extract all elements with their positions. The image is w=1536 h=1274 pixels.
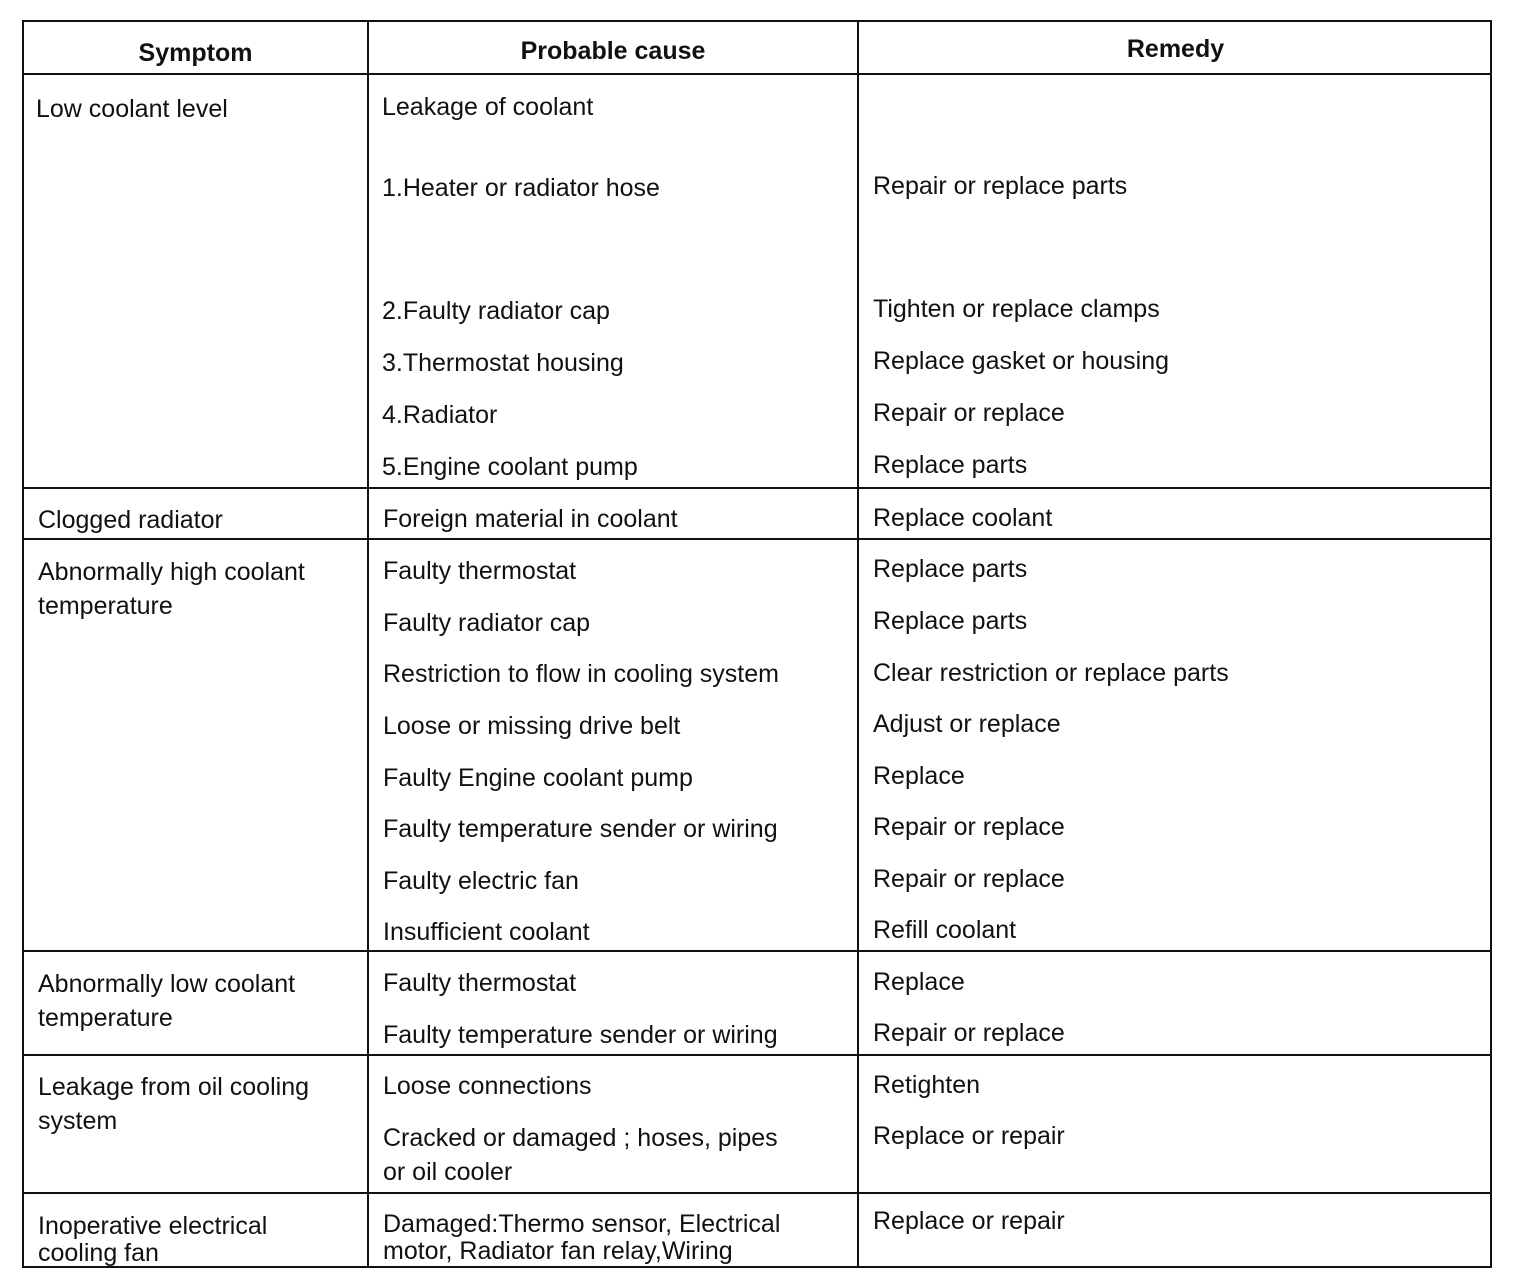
symptom-cell-line: temperature <box>38 592 173 620</box>
header-probable-cause: Probable cause <box>520 37 706 65</box>
remedy-cell: Repair or replace <box>873 1019 1065 1047</box>
remedy-cell: Repair or replace <box>873 813 1065 841</box>
cause-cell: Faulty Engine coolant pump <box>383 764 693 792</box>
remedy-cell: Replace parts <box>873 607 1028 635</box>
symptom-cell: Low coolant level <box>36 95 228 123</box>
remedy-cell: Replace or repair <box>873 1122 1065 1150</box>
symptom-cell-line: Inoperative electrical <box>38 1212 268 1240</box>
row-divider <box>24 1054 1490 1056</box>
cause-cell: Faulty thermostat <box>383 557 577 585</box>
cause-cell: 1.Heater or radiator hose <box>382 174 660 202</box>
symptom-cell-line: Abnormally low coolant <box>38 970 296 998</box>
cause-cell: Leakage of coolant <box>382 93 594 121</box>
remedy-cell: Adjust or replace <box>873 710 1061 738</box>
remedy-cell: Replace coolant <box>873 504 1053 532</box>
cause-cell-line: Cracked or damaged ; hoses, pipes <box>383 1124 778 1152</box>
symptom-cell-line: Abnormally high coolant <box>38 558 305 586</box>
remedy-cell: Clear restriction or replace parts <box>873 659 1229 687</box>
row-divider <box>24 538 1490 540</box>
column-divider <box>857 22 859 1266</box>
cause-cell: Faulty electric fan <box>383 867 579 895</box>
header-symptom: Symptom <box>138 39 253 67</box>
remedy-cell: Tighten or replace clamps <box>873 295 1160 323</box>
remedy-cell: Replace parts <box>873 451 1028 479</box>
remedy-cell: Retighten <box>873 1071 981 1099</box>
cause-cell-line: Damaged:Thermo sensor, Electrical <box>383 1210 781 1238</box>
remedy-cell: Replace parts <box>873 555 1028 583</box>
remedy-cell: Replace or repair <box>873 1207 1065 1235</box>
row-divider <box>24 1192 1490 1194</box>
symptom-cell-line: temperature <box>38 1004 173 1032</box>
header-remedy: Remedy <box>1126 35 1225 63</box>
symptom-cell-line: system <box>38 1107 118 1135</box>
symptom-cell: Clogged radiator <box>38 506 223 534</box>
remedy-cell: Repair or replace parts <box>873 172 1128 200</box>
remedy-cell: Replace <box>873 762 965 790</box>
remedy-cell: Replace <box>873 968 965 996</box>
remedy-cell: Refill coolant <box>873 916 1017 944</box>
symptom-cell-line: cooling fan <box>38 1239 159 1267</box>
row-divider <box>24 950 1490 952</box>
header-divider <box>24 73 1490 75</box>
cause-cell: 5.Engine coolant pump <box>382 453 638 481</box>
cause-cell: Faulty temperature sender or wiring <box>383 1021 778 1049</box>
row-divider <box>24 487 1490 489</box>
cause-cell: Faulty temperature sender or wiring <box>383 815 778 843</box>
cause-cell: 3.Thermostat housing <box>382 349 624 377</box>
cause-cell: 4.Radiator <box>382 401 498 429</box>
cause-cell: Foreign material in coolant <box>383 505 678 533</box>
cause-cell-line: motor, Radiator fan relay,Wiring <box>383 1237 733 1265</box>
cause-cell: Insufficient coolant <box>383 918 590 946</box>
cause-cell: 2.Faulty radiator cap <box>382 297 610 325</box>
cause-cell: Restriction to flow in cooling system <box>383 660 779 688</box>
column-divider <box>367 22 369 1266</box>
remedy-cell: Repair or replace <box>873 399 1065 427</box>
cause-cell: Faulty radiator cap <box>383 609 591 637</box>
remedy-cell: Repair or replace <box>873 865 1065 893</box>
remedy-cell: Replace gasket or housing <box>873 347 1170 375</box>
symptom-cell-line: Leakage from oil cooling <box>38 1073 309 1101</box>
troubleshooting-table <box>22 20 1492 1268</box>
cause-cell: Loose connections <box>383 1072 592 1100</box>
cause-cell: Loose or missing drive belt <box>383 712 681 740</box>
cause-cell: Faulty thermostat <box>383 969 577 997</box>
cause-cell-line: or oil cooler <box>383 1158 513 1186</box>
